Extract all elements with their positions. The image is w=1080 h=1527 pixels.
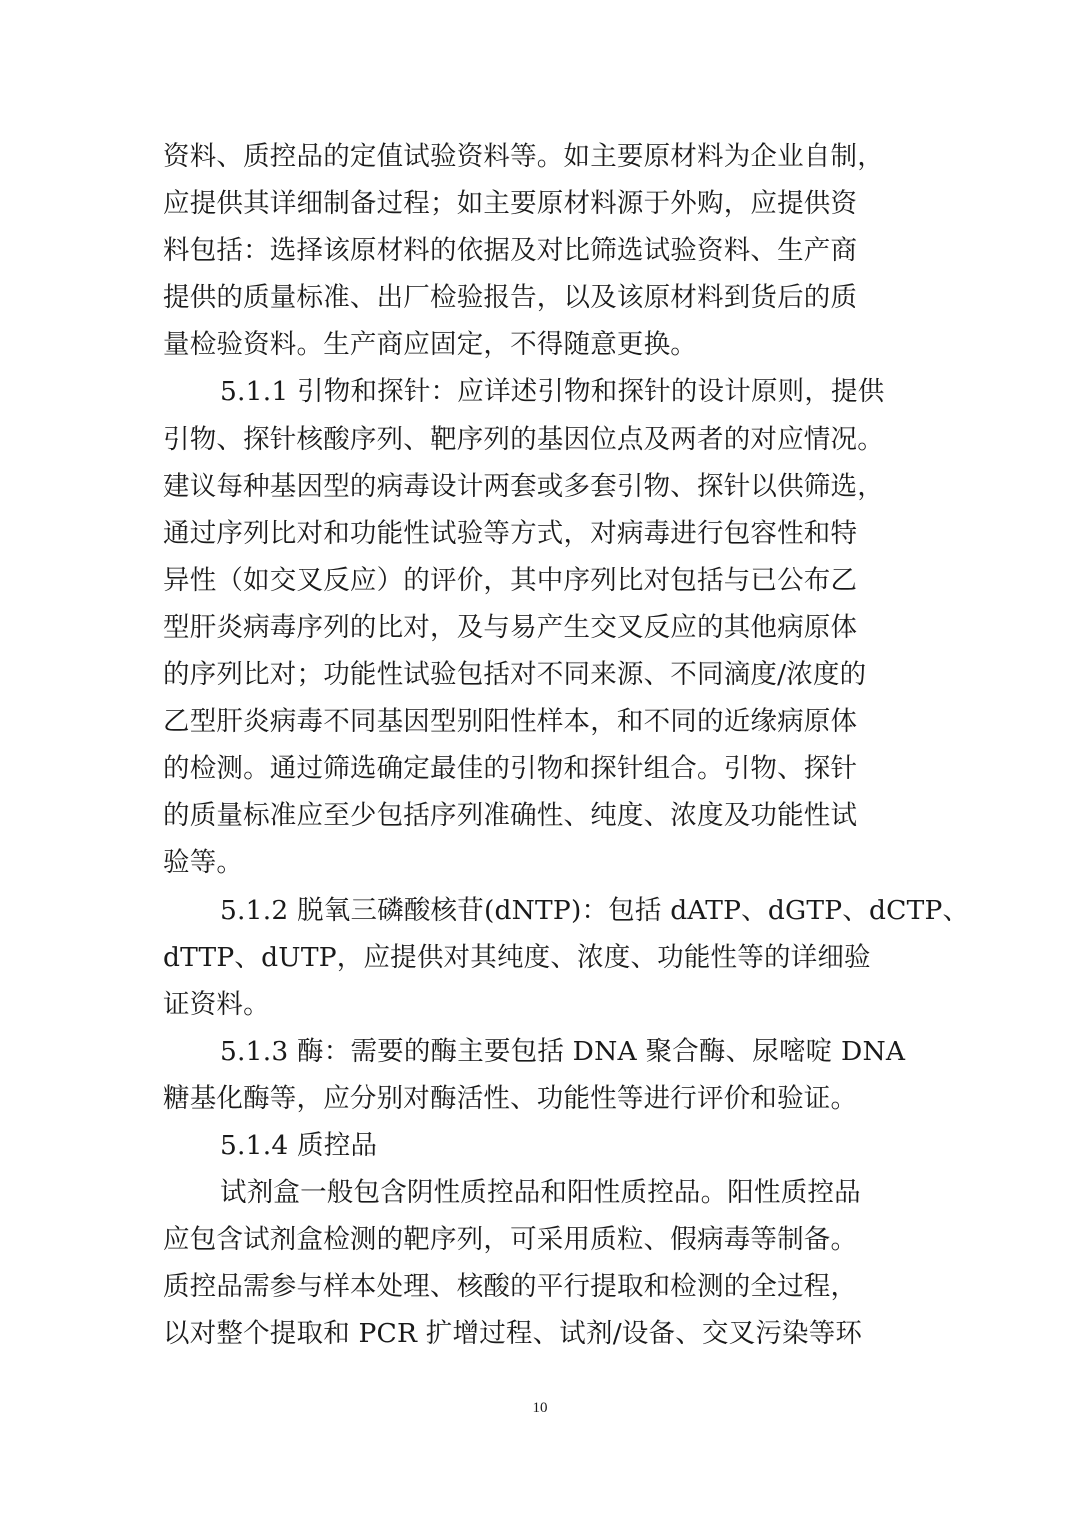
text-line: 试剂盒一般包含阴性质控品和阳性质控品。阳性质控品	[220, 1177, 861, 1209]
text-line: 质控品需参与样本处理、核酸的平行提取和检测的全过程，	[163, 1271, 858, 1303]
text-line: 引物、探针核酸序列、靶序列的基因位点及两者的对应情况。	[163, 423, 884, 455]
text-line: 的序列比对；功能性试验包括对不同来源、不同滴度/浓度的	[163, 659, 867, 691]
text-line: 通过序列比对和功能性试验等方式，对病毒进行包容性和特	[163, 517, 858, 549]
paragraph	[163, 133, 923, 368]
document-body	[163, 133, 970, 1357]
text-line: 5.1.3 酶：需要的酶主要包括 DNA 聚合酶、尿嘧啶 DNA	[220, 1035, 906, 1067]
text-line: 应提供其详细制备过程；如主要原材料源于外购，应提供资	[163, 188, 858, 220]
paragraph	[163, 1169, 923, 1357]
text-line: 乙型肝炎病毒不同基因型别阳性样本，和不同的近缘病原体	[163, 706, 858, 738]
paragraph	[163, 1028, 923, 1122]
text-line: 证资料。	[163, 988, 270, 1020]
text-line: 以对整个提取和 PCR 扩增过程、试剂/设备、交叉污染等环	[163, 1318, 863, 1350]
text-line: 料包括：选择该原材料的依据及对比筛选试验资料、生产商	[163, 235, 858, 267]
text-line: 的质量标准应至少包括序列准确性、纯度、浓度及功能性试	[163, 800, 858, 832]
text-line: 量检验资料。生产商应固定，不得随意更换。	[163, 329, 697, 361]
text-line: 建议每种基因型的病毒设计两套或多套引物、探针以供筛选，	[163, 470, 884, 502]
text-line: 5.1.2 脱氧三磷酸核苷(dNTP)：包括 dATP、dGTP、dCTP、	[220, 894, 970, 926]
text-line: 异性（如交叉反应）的评价，其中序列比对包括与已公布乙	[163, 564, 858, 596]
text-line: 资料、质控品的定值试验资料等。如主要原材料为企业自制，	[163, 141, 884, 172]
text-line: dTTP、dUTP，应提供对其纯度、浓度、功能性等的详细验	[163, 941, 871, 973]
text-line: 应包含试剂盒检测的靶序列，可采用质粒、假病毒等制备。	[163, 1224, 858, 1256]
paragraph	[163, 368, 923, 886]
text-line: 5.1.4 质控品	[220, 1129, 378, 1161]
text-line: 验等。	[163, 847, 244, 879]
text-line: 的检测。通过筛选确定最佳的引物和探针组合。引物、探针	[163, 753, 858, 785]
text-line: 糖基化酶等，应分别对酶活性、功能性等进行评价和验证。	[163, 1082, 858, 1114]
page-number: 10	[532, 1400, 548, 1416]
text-line: 5.1.1 引物和探针：应详述引物和探针的设计原则，提供	[220, 376, 885, 408]
text-line: 提供的质量标准、出厂检验报告，以及该原材料到货后的质	[163, 282, 858, 314]
paragraph	[163, 887, 970, 1028]
text-line: 型肝炎病毒序列的比对，及与易产生交叉反应的其他病原体	[163, 611, 858, 643]
paragraph	[163, 1122, 923, 1169]
